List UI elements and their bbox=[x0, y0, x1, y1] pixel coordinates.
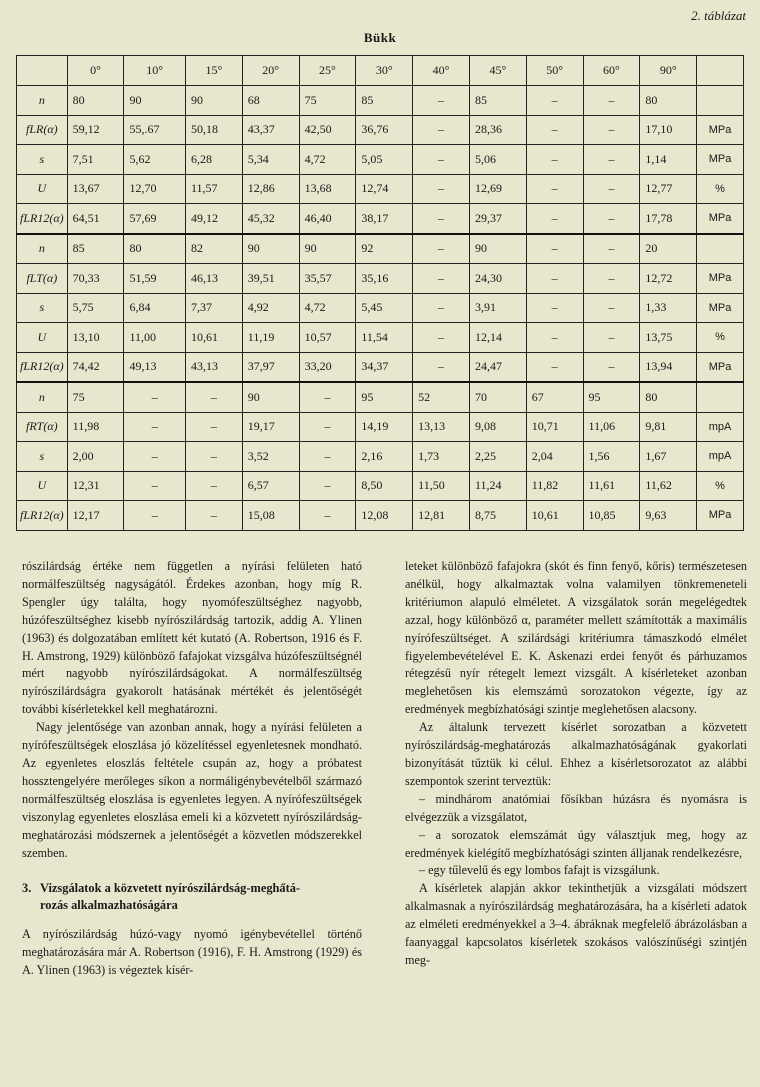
table-cell: – bbox=[299, 382, 356, 412]
table-cell: 12,14 bbox=[469, 323, 526, 353]
table-cell: 14,19 bbox=[356, 412, 413, 442]
table-cell: 5,45 bbox=[356, 293, 413, 323]
table-cell: – bbox=[526, 264, 583, 294]
table-cell: – bbox=[526, 352, 583, 382]
table-cell: 6,28 bbox=[185, 145, 242, 175]
column-header: 40° bbox=[413, 56, 470, 86]
unit-cell: MPa bbox=[697, 204, 744, 234]
column-header: 25° bbox=[299, 56, 356, 86]
table-cell: 1,33 bbox=[640, 293, 697, 323]
column-header: 90° bbox=[640, 56, 697, 86]
table-cell: – bbox=[299, 442, 356, 472]
table-cell: 52 bbox=[413, 382, 470, 412]
table-cell: 51,59 bbox=[124, 264, 186, 294]
table-cell: 95 bbox=[356, 382, 413, 412]
table-cell: 49,12 bbox=[185, 204, 242, 234]
table-cell: – bbox=[526, 145, 583, 175]
table-cell: 90 bbox=[299, 234, 356, 264]
unit-cell: % bbox=[697, 174, 744, 204]
table-cell: 75 bbox=[299, 86, 356, 116]
row-label: fLR12(α) bbox=[17, 352, 68, 382]
unit-cell: MPa bbox=[697, 145, 744, 175]
row-label: U bbox=[17, 323, 68, 353]
table-row bbox=[17, 471, 744, 501]
table-cell: 12,31 bbox=[67, 471, 124, 501]
column-header: 15° bbox=[185, 56, 242, 86]
unit-cell: mpA bbox=[697, 412, 744, 442]
table-cell: – bbox=[413, 86, 470, 116]
table-cell: – bbox=[413, 264, 470, 294]
table-number-label: 2. táblázat bbox=[691, 8, 746, 23]
table-cell: 85 bbox=[469, 86, 526, 116]
table-cell: 12,70 bbox=[124, 174, 186, 204]
table-cell: 10,61 bbox=[185, 323, 242, 353]
table-cell: – bbox=[413, 115, 470, 145]
list-item: – egy tűlevelű és egy lombos fafajt is vizsgálunk. bbox=[419, 863, 660, 878]
table-cell: 46,40 bbox=[299, 204, 356, 234]
table-cell: 80 bbox=[640, 382, 697, 412]
table-cell: – bbox=[526, 323, 583, 353]
column-header: 20° bbox=[242, 56, 299, 86]
column-header: 0° bbox=[67, 56, 124, 86]
table-cell: – bbox=[413, 293, 470, 323]
table-cell: 39,51 bbox=[242, 264, 299, 294]
row-label: n bbox=[17, 382, 68, 412]
table-cell: – bbox=[526, 204, 583, 234]
table-cell: 90 bbox=[469, 234, 526, 264]
table-cell: 37,97 bbox=[242, 352, 299, 382]
table-cell: – bbox=[583, 293, 640, 323]
table-cell: – bbox=[413, 234, 470, 264]
table-cell: 24,47 bbox=[469, 352, 526, 382]
table-cell: – bbox=[583, 145, 640, 175]
table-cell: 3,91 bbox=[469, 293, 526, 323]
table-cell: 8,50 bbox=[356, 471, 413, 501]
table-cell: 11,19 bbox=[242, 323, 299, 353]
unit-cell bbox=[697, 234, 744, 264]
table-cell: 13,13 bbox=[413, 412, 470, 442]
table-cell: 13,67 bbox=[67, 174, 124, 204]
row-label: U bbox=[17, 174, 68, 204]
unit-cell: MPa bbox=[697, 352, 744, 382]
table-cell: 35,57 bbox=[299, 264, 356, 294]
table-cell: 92 bbox=[356, 234, 413, 264]
table-cell: 17,10 bbox=[640, 115, 697, 145]
table-cell: – bbox=[526, 293, 583, 323]
table-cell: 46,13 bbox=[185, 264, 242, 294]
table-cell: 12,08 bbox=[356, 501, 413, 531]
table-title: Bükk bbox=[363, 30, 397, 45]
unit-cell: mpA bbox=[697, 442, 744, 472]
table-cell: 11,57 bbox=[185, 174, 242, 204]
table-cell: 10,57 bbox=[299, 323, 356, 353]
table-row bbox=[17, 204, 744, 234]
table-cell: 1,14 bbox=[640, 145, 697, 175]
table-row bbox=[17, 323, 744, 353]
table-cell: 10,71 bbox=[526, 412, 583, 442]
table-cell: 7,37 bbox=[185, 293, 242, 323]
table-cell: – bbox=[526, 234, 583, 264]
unit-cell: MPa bbox=[697, 293, 744, 323]
table-cell: 1,67 bbox=[640, 442, 697, 472]
table-cell: 12,81 bbox=[413, 501, 470, 531]
table-cell: 9,08 bbox=[469, 412, 526, 442]
row-label: U bbox=[17, 471, 68, 501]
table-cell: 49,13 bbox=[124, 352, 186, 382]
table-cell: 1,73 bbox=[413, 442, 470, 472]
table-row bbox=[17, 86, 744, 116]
table-row bbox=[17, 115, 744, 145]
table-cell: 38,17 bbox=[356, 204, 413, 234]
unit-cell bbox=[697, 86, 744, 116]
paragraph: rószilárdság értéke nem független a nyírási felületen ható normálfeszültség nagyságától. Érdekes azonban, hogy míg R. Spengler úgy találta, hogy nyomófeszültséghez nagyobb, húzófeszültséghez kisebb nyírószilárdság tartozik, addig A. Ylinen (1963) és dolgozatában említett két kutató (A. Robertson, 1916 és F. H. Amstrong, 1929) különböző fafajokat vizsgálva húzófeszültségnél mért nagyobb nyírószilárdságokat. A normálfeszültség nyírószilárdságra gyakorolt hatásának mértékét és jelentőségét további kísérletekkel kell meghatározni. bbox=[22, 559, 362, 717]
table-cell: 68 bbox=[242, 86, 299, 116]
paragraph: leteket különböző fafajokra (skót és finn fenyő, kőris) természetesen anélkül, hogy alkalmaztak volna valamilyen tönkremeneteli kritériumon alapuló elméletet. A vizsgálatok során megelégedtek azzal, hogy különböző α, paraméter mellett számították a maximális nyírófeszültséget. A szilárdsági kritériumra támaszkodó elmélet figyelembevételével E. K. Askenazi erdei fenyőt és párhuzamos rétegzésű nyír rétegelt lemezt vizsgált. A kísérleteket azonban meglehetősen kis elemszámú sorozatokon végezte, így az eredmények megbízhatósági szintje meglehetősen alacsony. bbox=[405, 559, 747, 717]
table-cell: 15,08 bbox=[242, 501, 299, 531]
paragraph: Nagy jelentősége van azonban annak, hogy a nyírási felületen a nyírófeszültségek eloszlása jó közelítéssel egyenletesnek mondható. Az egyenletes eloszlás feltétele csupán az, hogy a próbatest hossztengelyére merőleges síkon a normáligénybevételből származó normálfeszültség eloszlása is egyenletes legyen. A nyírófeszültségek viszonylag egyenletes eloszlása emeli ki a közvetett nyírószilárdság-meghatározási módszernek a jelentőségét a közvetlen módszerekkel szemben. bbox=[22, 720, 362, 860]
table-cell: 80 bbox=[640, 86, 697, 116]
table-cell: – bbox=[583, 323, 640, 353]
table-cell: – bbox=[299, 471, 356, 501]
table-cell: – bbox=[413, 145, 470, 175]
table-cell: – bbox=[185, 442, 242, 472]
table-cell: 12,17 bbox=[67, 501, 124, 531]
table-cell: 85 bbox=[67, 234, 124, 264]
table-cell: 74,42 bbox=[67, 352, 124, 382]
column-header bbox=[697, 56, 744, 86]
table-cell: 12,72 bbox=[640, 264, 697, 294]
table-cell: – bbox=[583, 352, 640, 382]
table-cell: 80 bbox=[124, 234, 186, 264]
list-item: – a sorozatok elemszámát úgy választjuk meg, hogy az eredmények kielégítő megbízhatósági szinten álljanak rendelkezésre, bbox=[405, 827, 747, 860]
table-cell: 12,77 bbox=[640, 174, 697, 204]
paragraph: Az általunk tervezett kísérlet sorozatban a közvetett nyírószilárdság-meghatározás alkalmazhatóságának gyakorlati bizonyítását tűztük ki célul. Ehhez a kísérletsorozatot az alábbi szempontok szerint terveztük: bbox=[405, 720, 747, 788]
table-cell: 5,06 bbox=[469, 145, 526, 175]
table-cell: 13,10 bbox=[67, 323, 124, 353]
table-cell: 10,61 bbox=[526, 501, 583, 531]
section-number: 3. bbox=[22, 881, 32, 896]
table-cell: – bbox=[526, 86, 583, 116]
table-cell: 11,00 bbox=[124, 323, 186, 353]
table-cell: – bbox=[413, 174, 470, 204]
table-cell: 5,62 bbox=[124, 145, 186, 175]
table-cell: 12,69 bbox=[469, 174, 526, 204]
table-cell: – bbox=[583, 234, 640, 264]
table-cell: 2,00 bbox=[67, 442, 124, 472]
unit-cell: MPa bbox=[697, 264, 744, 294]
row-label: fRT(α) bbox=[17, 412, 68, 442]
table-cell: – bbox=[299, 501, 356, 531]
row-label: fLT(α) bbox=[17, 264, 68, 294]
table-cell: 13,94 bbox=[640, 352, 697, 382]
table-cell: 42,50 bbox=[299, 115, 356, 145]
column-header: 30° bbox=[356, 56, 413, 86]
table-cell: 13,75 bbox=[640, 323, 697, 353]
column-header: 45° bbox=[469, 56, 526, 86]
paragraph: A nyírószilárdság húzó-vagy nyomó igénybevétellel történő meghatározására már A. Robertson (1916), F. H. Amstrong (1929) és A. Ylinen (1963) is végeztek kísér- bbox=[22, 927, 362, 978]
section-title-line-1: Vizsgálatok a közvetett nyírószilárdság-megha̋tá- bbox=[40, 881, 301, 896]
table-cell: 5,05 bbox=[356, 145, 413, 175]
table-cell: 2,25 bbox=[469, 442, 526, 472]
table-cell: 82 bbox=[185, 234, 242, 264]
table-row bbox=[17, 293, 744, 323]
table-cell: 8,75 bbox=[469, 501, 526, 531]
table-cell: 11,54 bbox=[356, 323, 413, 353]
table-cell: 90 bbox=[242, 234, 299, 264]
table-cell: 75 bbox=[67, 382, 124, 412]
table-cell: 4,72 bbox=[299, 293, 356, 323]
table-cell: 11,24 bbox=[469, 471, 526, 501]
table-cell: 67 bbox=[526, 382, 583, 412]
table-cell: 70 bbox=[469, 382, 526, 412]
section-title-line-2: rozás alkalmazhatóságára bbox=[40, 898, 178, 913]
table-cell: 50,18 bbox=[185, 115, 242, 145]
table-row bbox=[17, 352, 744, 382]
column-header bbox=[17, 56, 68, 86]
table-cell: 12,86 bbox=[242, 174, 299, 204]
unit-cell: MPa bbox=[697, 115, 744, 145]
table-cell: 64,51 bbox=[67, 204, 124, 234]
paragraph: A kísérletek alapján akkor tekinthetjük a vizsgálati módszert alkalmasnak a nyírószilárdság meghatározására, ha a kísérleti adatok az elméleti eredményekkel a 3–4. ábráknak megfelelő ábrázolásban a faanyaggal kapcsolatos kísérletek szokásos valószínűségi szintjén meg- bbox=[405, 881, 747, 967]
table-cell: 95 bbox=[583, 382, 640, 412]
table-cell: 55,.67 bbox=[124, 115, 186, 145]
table-cell: 7,51 bbox=[67, 145, 124, 175]
table-cell: 2,04 bbox=[526, 442, 583, 472]
table-cell: – bbox=[413, 204, 470, 234]
table-cell: 5,34 bbox=[242, 145, 299, 175]
table-row bbox=[17, 442, 744, 472]
table-cell: – bbox=[413, 323, 470, 353]
table-cell: 70,33 bbox=[67, 264, 124, 294]
table-cell: – bbox=[583, 86, 640, 116]
table-cell: 6,84 bbox=[124, 293, 186, 323]
row-label: fLR(α) bbox=[17, 115, 68, 145]
table-cell: – bbox=[413, 352, 470, 382]
table-cell: – bbox=[185, 382, 242, 412]
table-cell: 11,82 bbox=[526, 471, 583, 501]
table-cell: – bbox=[124, 471, 186, 501]
table-cell: 12,74 bbox=[356, 174, 413, 204]
column-header: 10° bbox=[124, 56, 186, 86]
table-header-row bbox=[17, 56, 744, 86]
table-cell: – bbox=[583, 115, 640, 145]
table-cell: 9,81 bbox=[640, 412, 697, 442]
table-cell: 29,37 bbox=[469, 204, 526, 234]
table-cell: 11,50 bbox=[413, 471, 470, 501]
row-label: s bbox=[17, 293, 68, 323]
table-cell: 9,63 bbox=[640, 501, 697, 531]
table-cell: – bbox=[185, 412, 242, 442]
table-cell: 45,32 bbox=[242, 204, 299, 234]
table-row bbox=[17, 174, 744, 204]
table-row bbox=[17, 264, 744, 294]
table-cell: – bbox=[299, 412, 356, 442]
table-row bbox=[17, 234, 744, 264]
table-cell: 6,57 bbox=[242, 471, 299, 501]
table-cell: – bbox=[124, 442, 186, 472]
row-label: fLR12(α) bbox=[17, 204, 68, 234]
right-text-column bbox=[405, 558, 747, 970]
table-cell: 80 bbox=[67, 86, 124, 116]
table-cell: – bbox=[583, 174, 640, 204]
table-cell: – bbox=[185, 501, 242, 531]
row-label: s bbox=[17, 145, 68, 175]
table-cell: – bbox=[526, 174, 583, 204]
table-cell: 36,76 bbox=[356, 115, 413, 145]
table-cell: 5,75 bbox=[67, 293, 124, 323]
row-label: s bbox=[17, 442, 68, 472]
table-cell: 43,37 bbox=[242, 115, 299, 145]
table-cell: 11,06 bbox=[583, 412, 640, 442]
table-cell: 35,16 bbox=[356, 264, 413, 294]
row-label: n bbox=[17, 234, 68, 264]
table-cell: 34,37 bbox=[356, 352, 413, 382]
table-cell: 20 bbox=[640, 234, 697, 264]
list-item: – mindhárom anatómiai fősíkban húzásra és nyomásra is elvégezzük a vizsgálatot, bbox=[405, 791, 747, 824]
table-cell: – bbox=[526, 115, 583, 145]
table-cell: 90 bbox=[124, 86, 186, 116]
table-cell: 43,13 bbox=[185, 352, 242, 382]
table-cell: – bbox=[124, 412, 186, 442]
row-label: fLR12(α) bbox=[17, 501, 68, 531]
unit-cell: MPa bbox=[697, 501, 744, 531]
data-table bbox=[16, 55, 744, 531]
table-cell: 11,61 bbox=[583, 471, 640, 501]
section-heading bbox=[22, 880, 362, 914]
column-header: 50° bbox=[526, 56, 583, 86]
table-cell: 10,85 bbox=[583, 501, 640, 531]
table-cell: 59,12 bbox=[67, 115, 124, 145]
table-row bbox=[17, 145, 744, 175]
table-cell: 85 bbox=[356, 86, 413, 116]
table-cell: 24,30 bbox=[469, 264, 526, 294]
table-cell: – bbox=[124, 501, 186, 531]
table-row bbox=[17, 382, 744, 412]
table-cell: – bbox=[583, 264, 640, 294]
table-cell: 11,62 bbox=[640, 471, 697, 501]
table-cell: 1,56 bbox=[583, 442, 640, 472]
table-row bbox=[17, 412, 744, 442]
row-label: n bbox=[17, 86, 68, 116]
table-cell: – bbox=[124, 382, 186, 412]
table-cell: 4,92 bbox=[242, 293, 299, 323]
table-cell: 90 bbox=[185, 86, 242, 116]
unit-cell bbox=[697, 382, 744, 412]
unit-cell: % bbox=[697, 471, 744, 501]
table-cell: 19,17 bbox=[242, 412, 299, 442]
table-cell: 13,68 bbox=[299, 174, 356, 204]
unit-cell: % bbox=[697, 323, 744, 353]
table-cell: 11,98 bbox=[67, 412, 124, 442]
table-cell: – bbox=[185, 471, 242, 501]
column-header: 60° bbox=[583, 56, 640, 86]
table-cell: 4,72 bbox=[299, 145, 356, 175]
table-cell: 57,69 bbox=[124, 204, 186, 234]
table-cell: 17,78 bbox=[640, 204, 697, 234]
table-cell: 3,52 bbox=[242, 442, 299, 472]
table-cell: 2,16 bbox=[356, 442, 413, 472]
table-cell: 33,20 bbox=[299, 352, 356, 382]
table-row bbox=[17, 501, 744, 531]
left-text-column bbox=[22, 558, 362, 980]
table-cell: 90 bbox=[242, 382, 299, 412]
table-cell: 28,36 bbox=[469, 115, 526, 145]
table-cell: – bbox=[583, 204, 640, 234]
